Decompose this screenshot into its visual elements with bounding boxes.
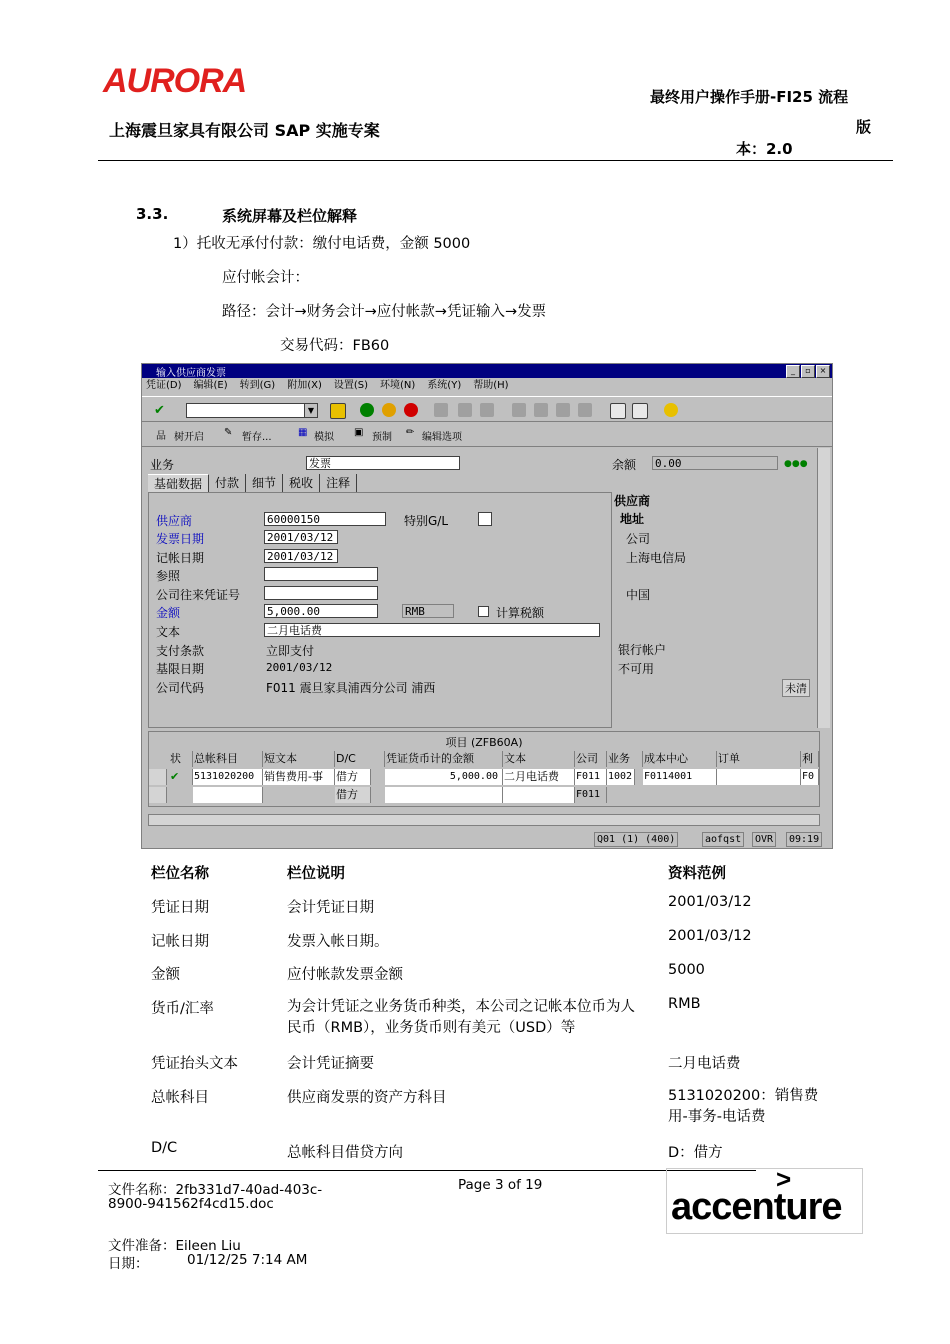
- sap-menu-bar: [142, 378, 832, 394]
- first-page-icon[interactable]: [512, 403, 526, 417]
- col-short-text: 短文本: [263, 751, 335, 767]
- version-value: 本：2.0: [736, 140, 793, 158]
- row-example: 5000: [668, 962, 705, 978]
- menu-edit[interactable]: 编辑(E): [193, 380, 228, 391]
- company-name: 上海震旦家具有限公司 SAP 实施专案: [109, 121, 380, 140]
- cell-amount[interactable]: 5,000.00: [385, 769, 503, 785]
- bank-account-label: 银行帐户: [618, 643, 667, 657]
- posting-date-label: 记帐日期: [156, 551, 205, 565]
- page-number: Page 3 of 19: [458, 1177, 543, 1193]
- row-selector[interactable]: [149, 787, 167, 803]
- payment-terms-value: 立即支付: [266, 644, 315, 658]
- footer-divider: [98, 1170, 756, 1171]
- row-desc: 应付帐款发票金额: [287, 967, 403, 983]
- posting-date-field[interactable]: 2001/03/12: [264, 549, 338, 563]
- reference-label: 参照: [156, 569, 181, 583]
- special-gl-field[interactable]: [478, 512, 492, 526]
- special-gl-label: 特别G/L: [404, 514, 449, 528]
- cell-profit[interactable]: F0: [801, 769, 819, 785]
- clock: 09:19: [786, 832, 822, 847]
- open-items-button[interactable]: 未清: [782, 679, 810, 697]
- cell-cost-center[interactable]: F0114001: [643, 769, 717, 785]
- calc-tax-checkbox[interactable]: [478, 606, 489, 617]
- tab-basic-data[interactable]: 基础数据: [148, 474, 209, 492]
- enter-check-icon[interactable]: ✔: [154, 403, 165, 418]
- row-desc: 会计凭证日期: [287, 900, 374, 916]
- row-selector[interactable]: [149, 769, 167, 785]
- invoice-date-label: 发票日期: [156, 532, 205, 546]
- bank-account-value: 不可用: [618, 662, 655, 676]
- edit-options-button[interactable]: 编辑选项: [422, 432, 462, 443]
- row-desc: 总帐科目借贷方向: [287, 1145, 403, 1161]
- items-header-row: [149, 751, 819, 767]
- cross-company-label: 公司往来凭证号: [156, 588, 241, 602]
- tab-tax[interactable]: 税收: [283, 474, 320, 492]
- cell-company[interactable]: F011: [575, 769, 607, 785]
- cell-gl-account[interactable]: [193, 787, 263, 803]
- tree-open-button[interactable]: 树开启: [174, 432, 204, 443]
- balance-label: 余额: [612, 458, 637, 472]
- last-page-icon[interactable]: [578, 403, 592, 417]
- sap-status-bar: [142, 830, 832, 848]
- filename-label: 文件名称：: [108, 1182, 176, 1198]
- cell-company[interactable]: F011: [575, 787, 607, 803]
- transaction-code: 交易代码：FB60: [280, 338, 390, 354]
- status-lights-icon: ●●●: [784, 459, 808, 469]
- address-line-1: 公司: [626, 532, 651, 546]
- aurora-logo: AURORA: [103, 62, 247, 100]
- cell-dc[interactable]: 借方: [335, 769, 371, 785]
- menu-help[interactable]: 帮助(H): [473, 380, 509, 391]
- menu-settings[interactable]: 设置(S): [333, 380, 369, 391]
- header-divider: [98, 160, 893, 161]
- tab-strip: [148, 474, 357, 492]
- new-session-icon[interactable]: [610, 403, 626, 419]
- vendor-label: 供应商: [156, 514, 193, 528]
- address-line-3: 中国: [626, 588, 651, 602]
- business-label: 业务: [150, 458, 175, 472]
- col-text: 文本: [503, 751, 575, 767]
- cell-order[interactable]: [717, 769, 801, 785]
- menu-extras[interactable]: 附加(X): [287, 380, 322, 391]
- payment-terms-label: 支付条款: [156, 644, 205, 658]
- close-icon[interactable]: ×: [816, 365, 830, 378]
- prepared-by: 文件准备：Eileen Liu: [108, 1238, 241, 1254]
- print-icon[interactable]: [434, 403, 448, 417]
- exit-icon[interactable]: [382, 403, 396, 417]
- minimize-icon[interactable]: _: [786, 365, 800, 378]
- cancel-icon[interactable]: [404, 403, 418, 417]
- row-name: 货币/汇率: [151, 1001, 214, 1017]
- sap-title-bar: [142, 364, 832, 378]
- menu-environment[interactable]: 环境(N): [380, 380, 416, 391]
- col-status: 状: [169, 751, 193, 767]
- cross-company-field[interactable]: [264, 586, 378, 600]
- invoice-date-field[interactable]: 2001/03/12: [264, 530, 338, 544]
- cell-dc[interactable]: 借方: [335, 787, 371, 803]
- row-example: RMB: [668, 996, 701, 1012]
- col-dc: D/C: [335, 751, 385, 767]
- filename-line-1: [108, 1178, 322, 1198]
- shortcut-icon[interactable]: [632, 403, 648, 419]
- row-example: D：借方: [668, 1145, 723, 1161]
- previous-page-icon[interactable]: [534, 403, 548, 417]
- col-company: 公司: [575, 751, 607, 767]
- horizontal-scrollbar[interactable]: [148, 814, 820, 826]
- row-example: 二月电话费: [668, 1056, 741, 1072]
- park-icon: ▣: [354, 427, 364, 438]
- baseline-date-value: 2001/03/12: [266, 661, 333, 674]
- tab-notes[interactable]: 注释: [320, 474, 357, 492]
- row-name: D/C: [151, 1140, 178, 1156]
- hold-icon: ✎: [224, 427, 233, 438]
- menu-system[interactable]: 系统(Y): [427, 380, 462, 391]
- col-business-area: 业务: [607, 751, 643, 767]
- cell-text[interactable]: [503, 787, 575, 803]
- cell-short-text[interactable]: 销售费用-事: [263, 769, 335, 785]
- section-number: 3.3.: [136, 205, 169, 223]
- version-label: 版: [856, 118, 872, 136]
- th-example: 资料范例: [668, 866, 726, 882]
- row-desc: 为会计凭证之业务货币种类，本公司之记帐本位币为人民币（RMB），业务货币则有美元（USD）等: [287, 999, 635, 1036]
- address-line-2: 上海电信局: [626, 551, 687, 565]
- col-profit: 利: [801, 751, 819, 767]
- server-info: aofqst: [702, 832, 744, 847]
- insert-mode: OVR: [752, 832, 776, 847]
- text-field[interactable]: 二月电话费: [264, 623, 600, 637]
- row-desc: 发票入帐日期。: [287, 934, 389, 950]
- sap-standard-toolbar: [142, 396, 832, 422]
- row-name: 凭证抬头文本: [151, 1056, 238, 1072]
- row-example: 2001/03/12: [668, 894, 752, 910]
- accenture-logo-mark: >: [776, 1164, 792, 1194]
- cell-business-area[interactable]: 1002: [607, 769, 635, 785]
- calc-tax-label: 计算税额: [496, 606, 545, 620]
- th-field-name: 栏位名称: [151, 866, 209, 882]
- amount-field[interactable]: 5,000.00: [264, 604, 378, 618]
- col-amount: 凭证货币计的金额: [385, 751, 503, 767]
- cell-gl-account[interactable]: 5131020200: [193, 769, 263, 785]
- simulate-icon: ▦: [298, 427, 308, 438]
- menu-document[interactable]: 凭证(D): [146, 380, 182, 391]
- col-cost-center: 成本中心: [643, 751, 717, 767]
- find-icon[interactable]: [458, 403, 472, 417]
- tree-icon: 品: [156, 431, 166, 442]
- row-desc: 供应商发票的资产方科目: [287, 1090, 447, 1106]
- doc-title: 最终用户操作手册-FI25 流程: [650, 88, 849, 106]
- line-items-grid: [148, 731, 820, 807]
- col-gl-account: 总帐科目: [193, 751, 263, 767]
- filename-part-1: 2fb331d7-40ad-403c-: [175, 1182, 323, 1198]
- vendor-field[interactable]: 60000150: [264, 512, 386, 526]
- table-row: [149, 787, 819, 803]
- find-next-icon[interactable]: [480, 403, 494, 417]
- date-value: 01/12/25 7:14 AM: [187, 1252, 308, 1268]
- row-example: 2001/03/12: [668, 928, 752, 944]
- sap-screenshot: [141, 363, 833, 849]
- date-label: 日期：: [108, 1256, 149, 1272]
- filename-line-2: 8900-941562f4cd15.doc: [108, 1196, 274, 1212]
- reference-field[interactable]: [264, 567, 378, 581]
- role-line: 应付帐会计：: [222, 270, 309, 286]
- amount-label: 金额: [156, 606, 181, 620]
- restore-icon[interactable]: ▫: [801, 365, 815, 378]
- tab-payment[interactable]: 付款: [209, 474, 246, 492]
- col-order: 订单: [717, 751, 801, 767]
- scenario-line: 1）托收无承付付款：缴付电话费，金额 5000: [173, 236, 471, 252]
- items-title: 项目 (ZFB60A): [445, 736, 523, 749]
- row-desc: 会计凭证摘要: [287, 1056, 374, 1072]
- help-icon[interactable]: [664, 403, 678, 417]
- edit-options-icon: ✏: [406, 427, 415, 438]
- row-name: 记帐日期: [151, 934, 209, 950]
- baseline-date-label: 基限日期: [156, 662, 205, 676]
- table-row: [149, 769, 819, 785]
- accenture-logo: accenture: [671, 1186, 842, 1228]
- save-icon[interactable]: [330, 403, 346, 419]
- business-select[interactable]: 发票: [306, 456, 460, 470]
- row-name: 凭证日期: [151, 900, 209, 916]
- command-dropdown-icon[interactable]: ▼: [304, 403, 318, 418]
- company-code-label: 公司代码: [156, 681, 205, 695]
- address-label: 地址: [620, 512, 645, 526]
- th-field-desc: 栏位说明: [287, 866, 345, 882]
- simulate-button[interactable]: 模拟: [314, 432, 334, 443]
- next-page-icon[interactable]: [556, 403, 570, 417]
- system-info[interactable]: Q01 (1) (400): [594, 832, 678, 847]
- cell-text[interactable]: 二月电话费: [503, 769, 575, 785]
- command-field[interactable]: [186, 403, 318, 418]
- section-title: 系统屏幕及栏位解释: [222, 207, 358, 225]
- vendor-panel-title: 供应商: [614, 494, 651, 508]
- currency-field[interactable]: RMB: [402, 604, 454, 618]
- row-example: 5131020200：销售费用-事务-电话费: [668, 1088, 819, 1125]
- sap-app-toolbar: [142, 422, 832, 447]
- window-controls: [786, 365, 830, 378]
- ok-status-icon: ✔: [169, 769, 193, 785]
- hold-button[interactable]: 暂存...: [242, 432, 272, 443]
- vertical-scrollbar[interactable]: [817, 448, 830, 728]
- company-code-value: F011 震旦家具浦西分公司 浦西: [266, 681, 436, 695]
- sap-window-title: 输入供应商发票: [156, 368, 226, 379]
- back-icon[interactable]: [360, 403, 374, 417]
- row-name: 总帐科目: [151, 1090, 209, 1106]
- row-name: 金额: [151, 967, 180, 983]
- menu-path: 路径：会计→财务会计→应付帐款→凭证输入→发票: [222, 304, 547, 320]
- text-label: 文本: [156, 625, 181, 639]
- menu-goto[interactable]: 转到(G): [239, 380, 276, 391]
- park-button[interactable]: 预制: [372, 432, 392, 443]
- tab-details[interactable]: 细节: [246, 474, 283, 492]
- cell-amount[interactable]: [385, 787, 503, 803]
- balance-value: 0.00: [652, 456, 778, 470]
